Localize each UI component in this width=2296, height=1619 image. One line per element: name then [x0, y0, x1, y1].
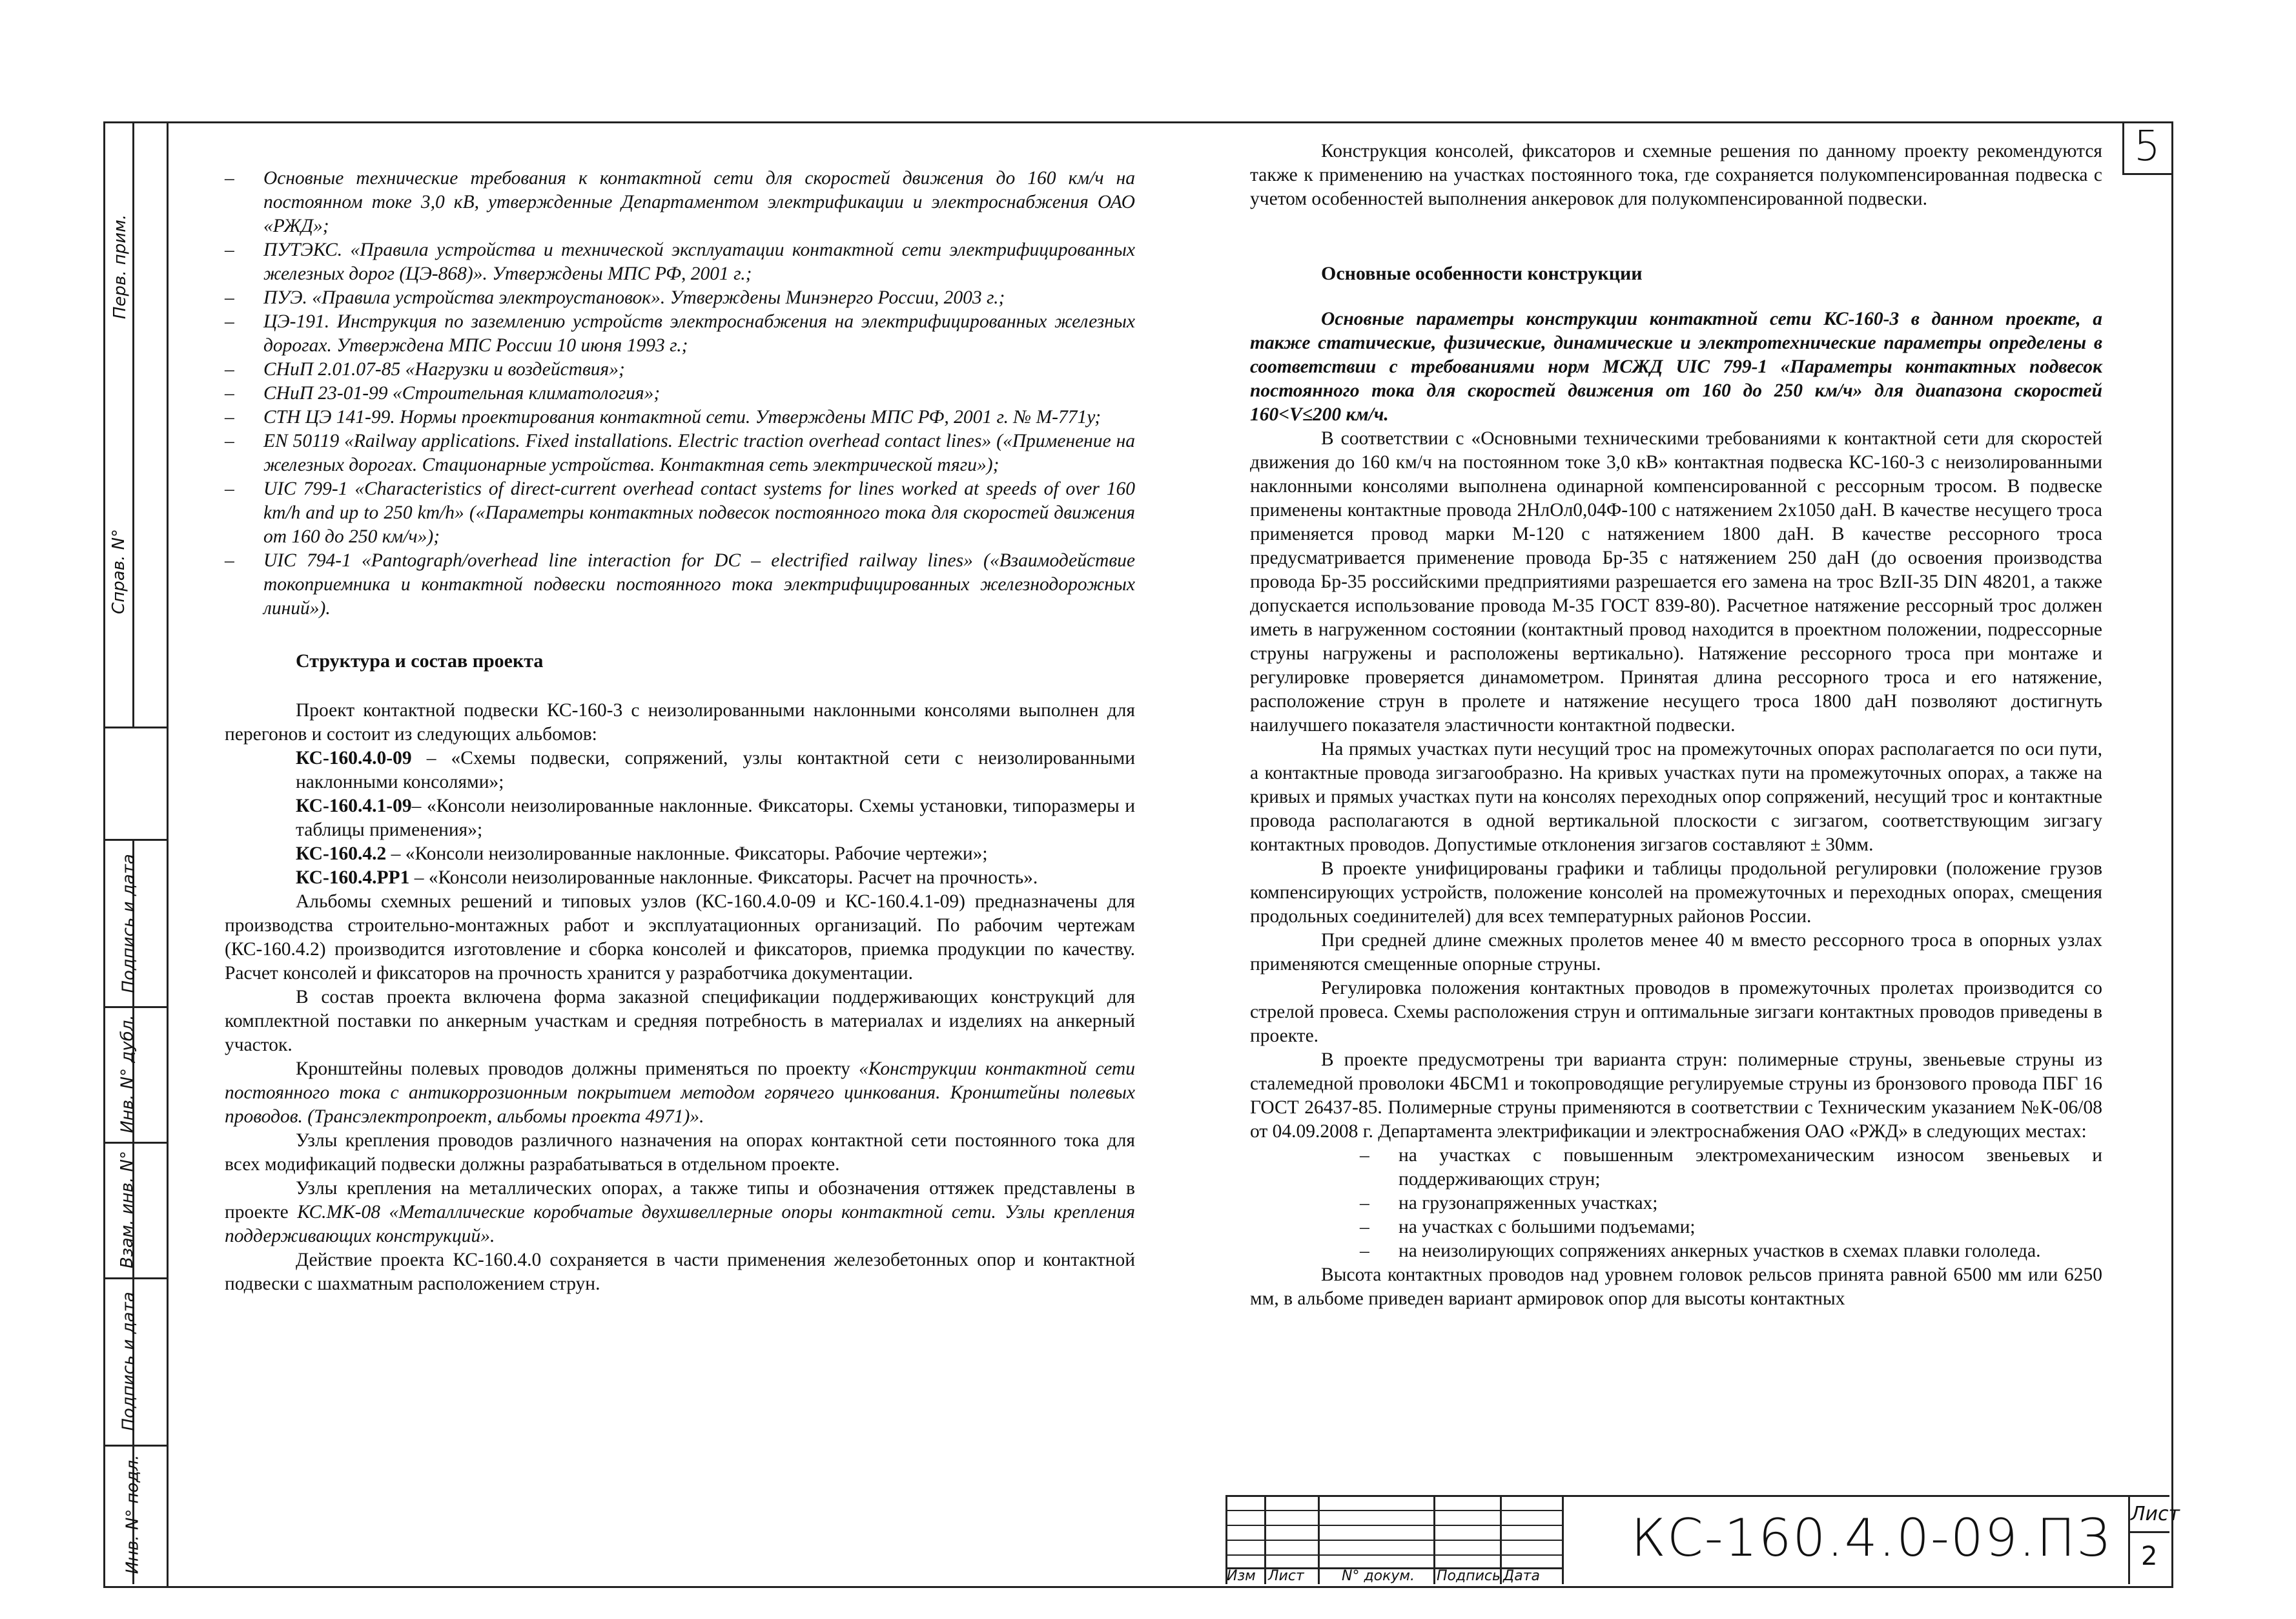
list-dash: – [225, 550, 234, 571]
side-label-sprav: Справ. N° [108, 529, 128, 614]
section-heading-structure: Структура и состав проекта [296, 650, 544, 672]
paragraph-strings: В проекте предусмотрены три варианта струн: полимерные струны, звеньевые струны из сталемедной проволоки 4БСМ1 и токопроводящие регулируемые струны из бронзового провода ПБГ 16 ГОСТ 26437-85. Полимерные струны применяются в соответствии с Техническим указанием №К-06/08 от 04.09.2008 г. Департамента электрификации и электроснабжения ОАО «РЖД» в следующих местах: [1250, 1049, 2102, 1142]
reference-item [225, 382, 1135, 406]
paragraph-regulation: Регулировка положения контактных проводов в промежуточных пролетах производится со стрелой провеса. Схемы расположения струн и оптимальные зигзаги контактных проводов приведены в проекте. [1250, 978, 2102, 1046]
reference-text: Основные технические требования к контактной сети для скоростей движения до 160 км/ч на постоянном токе 3,0 кВ, утвержденные Департаментом электрификации и электроснабжения ОАО «РЖД»; [263, 168, 1135, 236]
album-description: – «Схемы подвески, сопряжений, узлы контактной сети с неизолированными наклонными консолями»; [296, 748, 1135, 792]
place-text: на неизолирующих сопряжениях анкерных участков в схемах плавки гололеда. [1399, 1241, 2041, 1261]
stamp-line [1225, 1525, 1564, 1526]
list-dash: – [1360, 1217, 1369, 1237]
paragraph-params: Основные параметры конструкции контактной сети КС-160-3 в данном проекте, а также статические, физические, динамические и электротехнические параметры определены в соответствии с требованиями норм МСЖД UIC 799-1 «Параметры контактных подвесок постоянного тока для скоростей движения от 160 до 250 км/ч» для диапазона скоростей 160<V≤200 км/ч. [1250, 309, 2102, 425]
stamp-line [1318, 1495, 1320, 1584]
sheet-number: 2 [2141, 1542, 2158, 1571]
paragraph-spec: В состав проекта включена форма заказной спецификации поддерживающих конструкций для комплектной поставки по анкерным участкам и средняя потребность в материалах и изделиях на анкерный участок. [225, 987, 1135, 1055]
list-dash: – [225, 407, 234, 428]
stamp-line [1225, 1554, 1564, 1556]
album-code: КС-160.4.2 [296, 843, 387, 864]
paragraph-consoles: Конструкция консолей, фиксаторов и схемные решения по данному проекту рекомендуются также к применению на участках постоянного тока, где сохраняется полукомпенсированная подвеска с учетом особенностей выполнения анкеровок для полукомпенсированной подвески. [1250, 141, 2102, 209]
stamp-line [2128, 1495, 2130, 1584]
album-item [296, 842, 1135, 866]
place-text: на участках с повышенным электромеханическим износом звеньевых и поддерживающих струн; [1399, 1145, 2102, 1190]
paragraph-unified: В проекте унифицированы графики и таблицы продольной регулировки (положение грузов компенсирующих устройств, положение консолей на промежуточных и переходных опорах, смещения продольных соединителей) для всех температурных районов России. [1250, 858, 2102, 927]
place-item [1360, 1239, 2102, 1263]
brackets-project-ref: «Конструкции контактной сети постоянного тока с антикоррозионным покрытием методом горячего цинкования. Кронштейны полевых проводов. (Трансэлектропроект, альбомы проекта 4971)». [225, 1058, 1135, 1127]
reference-item [225, 238, 1135, 286]
reference-item [225, 167, 1135, 238]
place-text: на участках с большими подъемами; [1399, 1217, 1696, 1237]
paragraph-albums-purpose: Альбомы схемных решений и типовых узлов (КС-160.4.0-09 и КС-160.4.1-09) предназначены для производства строительно-монтажных работ и эксплуатационных организаций. По рабочим чертежам (КС-160.4.2) производится изготовление и сборка консолей и фиксаторов, приемка продукции по качеству. Расчет консолей и фиксаторов на прочность хранится у разработчика документации. [225, 891, 1135, 984]
reference-text: ПУЭ. «Правила устройства электроустановок». Утверждены Минэнерго России, 2003 г.; [263, 287, 1005, 308]
side-label-perv-prim: Перв. прим. [110, 214, 130, 320]
document-designation: КС-160.4.0-09.ПЗ [1631, 1508, 2111, 1568]
reference-item [225, 406, 1135, 429]
reference-text: СТН ЦЭ 141-99. Нормы проектирования контактной сети. Утверждены МПС РФ, 2001 г. № М-771у; [263, 407, 1102, 428]
right-column [1250, 139, 2102, 1311]
places-list [1250, 1144, 2102, 1263]
list-dash: – [225, 287, 234, 308]
side-label-inv-podl: Инв. N° подл. [123, 1454, 143, 1574]
list-dash: – [225, 168, 234, 189]
album-description: – «Консоли неизолированные наклонные. Фиксаторы. Схемы установки, типоразмеры и таблицы применения»; [296, 796, 1135, 840]
reference-item [225, 429, 1135, 477]
reference-text: ЦЭ-191. Инструкция по заземлению устройств электроснабжения на электрифицированных железных дорогах. Утверждена МПС России 10 июня 1993 г.; [263, 311, 1135, 356]
album-item [296, 794, 1135, 842]
paragraph-height: Высота контактных проводов над уровнем головок рельсов принята равной 6500 мм или 6250 мм, в альбоме приведен вариант армировок опор для высоты контактных [1250, 1264, 2102, 1309]
metal-text: Узлы крепления на металлических опорах, а также типы и обозначения оттяжек представлены в проекте [225, 1178, 1135, 1222]
margin-divider [103, 839, 168, 841]
margin-divider [103, 1277, 168, 1279]
reference-text: UIC 794-1 «Pantograph/overhead line interaction for DC – electrified railway lines» («Взаимодействие токоприемника и контактной подвески постоянного тока электрифицированных железнодорожных линий»). [263, 550, 1135, 619]
list-dash: – [225, 431, 234, 451]
section-heading-features: Основные особенности конструкции [1321, 263, 1643, 284]
album-code: КС-160.4.РР1 [296, 867, 410, 888]
title-block [1225, 1495, 2180, 1584]
paragraph-validity: Действие проекта КС-160.4.0 сохраняется в части применения железобетонных опор и контактной подвески с шахматным расположением струн. [225, 1250, 1135, 1294]
album-description: – «Консоли неизолированные наклонные. Фиксаторы. Расчет на прочность». [409, 867, 1038, 888]
list-dash: – [225, 240, 234, 260]
side-label-podpis-data-2: Подпись и дата [119, 1292, 139, 1431]
list-dash: – [1360, 1241, 1369, 1261]
stamp-header-signature: Подпись [1437, 1568, 1501, 1584]
reference-item [225, 549, 1135, 621]
side-label-vzam-inv: Взам. инв. N° [117, 1151, 137, 1268]
paragraph-shifted: При средней длине смежных пролетов менее 40 м вместо рессорного троса в опорных узлах применяются смещенные опорные струны. [1250, 930, 2102, 974]
stamp-line [2128, 1531, 2169, 1533]
references-list [225, 167, 1135, 621]
list-dash: – [225, 479, 234, 499]
album-code: КС-160.4.0-09 [296, 748, 412, 768]
side-label-inv-dubl: Инв. N° дубл. [118, 1015, 138, 1133]
place-item [1360, 1144, 2102, 1191]
stamp-header-doc: N° докум. [1342, 1568, 1415, 1584]
reference-text: СНиП 23-01-99 «Строительная климатология»; [263, 383, 661, 404]
margin-inner-line [132, 121, 134, 727]
place-item [1360, 1215, 2102, 1239]
album-item [296, 747, 1135, 794]
reference-text: ПУТЭКС. «Правила устройства и технической эксплуатации контактной сети электрифицированных железных дорог (ЦЭ-868)». Утверждены МПС РФ, 2001 г.; [263, 240, 1135, 284]
margin-divider [103, 1006, 168, 1008]
reference-text: UIC 799-1 «Characteristics of direct-current overhead contact systems for lines worked at speeds of over 160 km/h and up to 250 km/h» («Параметры контактных подвесок постоянного тока для скоростей движения от 160 до 250 км/ч»); [263, 479, 1135, 547]
paragraph-metal [225, 1177, 1135, 1248]
stamp-header-date: Дата [1503, 1568, 1540, 1584]
brackets-text: Кронштейны полевых проводов должны применяться по проекту [296, 1058, 859, 1079]
page-number: 5 [2134, 123, 2160, 170]
stamp-line [1562, 1495, 1564, 1584]
album-item [296, 866, 1135, 890]
paragraph-fastening: Узлы крепления проводов различного назначения на опорах контактной сети постоянного тока для всех модификаций подвески должны разрабатываться в отдельном проекте. [225, 1130, 1135, 1175]
stamp-line [1225, 1510, 1564, 1511]
stamp-header-list: Лист [1268, 1568, 1304, 1584]
list-dash: – [225, 359, 234, 380]
margin-divider [103, 727, 168, 728]
metal-project-ref: КС.МК-08 «Металлические коробчатые двухшвеллерные опоры контактной сети. Узлы крепления поддерживающих конструкций». [225, 1202, 1136, 1246]
list-dash: – [1360, 1145, 1369, 1166]
reference-item [225, 286, 1135, 310]
stamp-line [1225, 1540, 1564, 1541]
list-dash: – [1360, 1193, 1369, 1213]
paragraph-brackets [225, 1057, 1135, 1129]
reference-text: СНиП 2.01.07-85 «Нагрузки и воздействия»; [263, 359, 625, 380]
margin-divider [103, 1445, 168, 1447]
reference-item [225, 358, 1135, 382]
albums-list [225, 747, 1135, 890]
sheet-label: Лист [2131, 1503, 2180, 1525]
left-column [225, 167, 1135, 1296]
side-label-podpis-data-1: Подпись и дата [119, 854, 139, 993]
margin-divider [103, 1142, 168, 1144]
place-text: на грузонапряженных участках; [1399, 1193, 1658, 1213]
stamp-line [1264, 1495, 1266, 1584]
album-description: – «Консоли неизолированные наклонные. Фиксаторы. Рабочие чертежи»; [386, 843, 988, 864]
album-code: КС-160.4.1-09 [296, 796, 412, 816]
stamp-line [1433, 1495, 1435, 1584]
paragraph-intro: Проект контактной подвески КС-160-3 с неизолированными наклонными консолями выполнен для перегонов и состоит из следующих альбомов: [225, 700, 1135, 745]
paragraph-main: В соответствии с «Основными техническими требованиями к контактной сети для скоростей движения до 160 км/ч на постоянном токе 3,0 кВ» контактная подвеска КС-160-3 с неизолированными наклонными консолями выполнена одинарной компенсированной с рессорным тросом. В подвеске применены контактные провода 2НлОл0,04Ф-100 с натяжением 2х1050 даН. В качестве несущего троса применяется провод марки М-120 с натяжением 1800 даН. В качестве рессорного троса предусматривается применение провода Бр-35 с натяжением 250 даН (до освоения производства провода Бр-35 российскими предприятиями разрешается его замена на трос BzII-35 DIN 48201, а также допускается использование провода М-35 ГОСТ 839-80). Расчетное натяжение рессорный трос должен иметь в нагруженном состоянии (контактный провод находится в проектном положении, подрессорные струны нагружены и расположены вертикально). Натяжение рессорного троса при монтаже и регулировке проверяется динамометром. Принятая длина рессорного троса и его натяжение, расположение струн в пролете и натяжение несущего троса 1800 даН позволяют достигнуть наилучшего показателя эластичности контактной подвески. [1250, 428, 2102, 736]
list-dash: – [225, 311, 234, 332]
place-item [1360, 1191, 2102, 1215]
reference-item [225, 310, 1135, 358]
list-dash: – [225, 383, 234, 404]
reference-text: EN 50119 «Railway applications. Fixed installations. Electric traction overhead contact lines» («Применение на железных дорогах. Стационарные устройства. Контактная сеть электрической тяги»); [263, 431, 1135, 475]
stamp-header-izm: Изм [1227, 1568, 1256, 1584]
paragraph-straight: На прямых участках пути несущий трос на промежуточных опорах располагается по оси пути, а контактные провода зигзагообразно. На кривых участках пути на промежуточных опорах, а также на кривых и прямых участках пути на консолях переходных опор сопряжений, несущий трос и контактные провода располагаются в одной вертикальной плоскости с зигзагом, соответствующим зигзагу контактных проводов. Допустимые отклонения зигзагов составляют ± 30мм. [1250, 739, 2102, 855]
reference-item [225, 477, 1135, 549]
